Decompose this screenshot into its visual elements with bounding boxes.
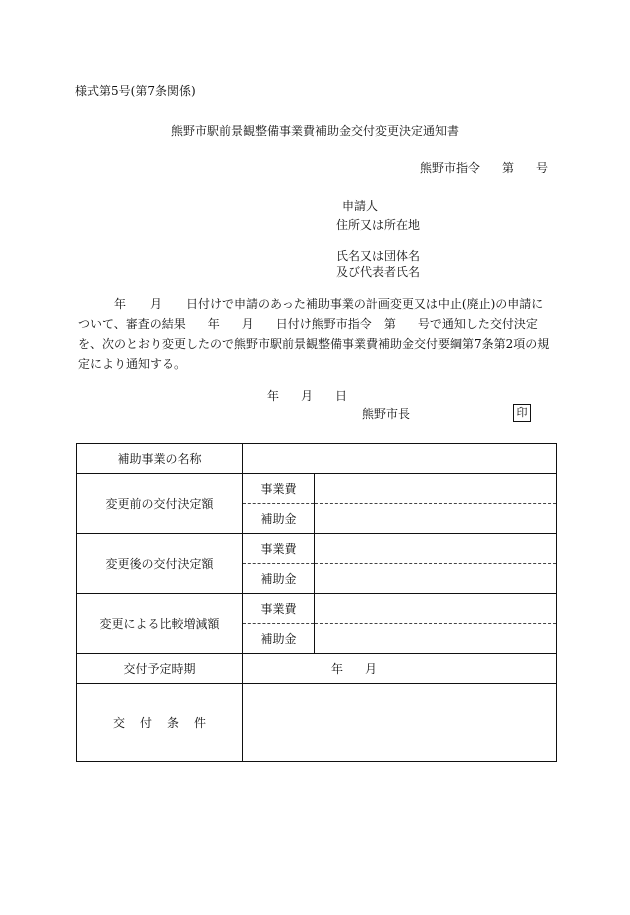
issue-date: 年 月 日: [267, 389, 348, 403]
schedule-label: 交付予定時期: [77, 654, 243, 684]
schedule-value[interactable]: [243, 654, 557, 684]
form-number: 様式第5号(第7条関係): [75, 84, 196, 98]
applicant-name-label: 氏名又は団体名: [336, 249, 421, 263]
before-business-cost-label: 事業費: [243, 474, 315, 504]
applicant-representative-label: 及び代表者氏名: [336, 265, 421, 279]
before-business-cost-value[interactable]: [315, 474, 557, 504]
diff-subsidy-value[interactable]: [315, 624, 557, 654]
diff-business-cost-value[interactable]: [315, 594, 557, 624]
schedule-year: 年: [331, 662, 344, 676]
schedule-month: 月: [365, 662, 378, 676]
after-business-cost-label: 事業費: [243, 534, 315, 564]
diff-subsidy-label: 補助金: [243, 624, 315, 654]
decision-table: [76, 443, 557, 762]
project-name-label: 補助事業の名称: [77, 444, 243, 474]
project-name-value[interactable]: [243, 444, 557, 474]
applicant-address-label: 住所又は所在地: [336, 218, 421, 232]
issuer-name: 熊野市長: [362, 407, 411, 421]
seal-mark: 印: [513, 404, 531, 422]
after-subsidy-value[interactable]: [315, 564, 557, 594]
document-title: 熊野市駅前景観整備事業費補助金交付変更決定通知書: [170, 124, 459, 138]
reference-go: 号: [535, 161, 548, 175]
conditions-label: 交付条件: [77, 684, 243, 762]
reference-prefix: 熊野市指令: [419, 161, 480, 175]
diff-business-cost-label: 事業費: [243, 594, 315, 624]
before-subsidy-value[interactable]: [315, 504, 557, 534]
before-subsidy-label: 補助金: [243, 504, 315, 534]
before-amount-label: 変更前の交付決定額: [77, 474, 243, 534]
notice-body: 年 月 日付けで申請のあった補助事業の計画変更又は中止(廃止)の申請について、審査の結果 年 月 日付け熊野市指令 第 号で通知した交付決定を、次のとおり変更したので熊野市駅前景観整備事業費補助金交付要綱第7条第2項の規定により通知する。: [78, 297, 550, 371]
diff-amount-label: 変更による比較増減額: [77, 594, 243, 654]
after-subsidy-label: 補助金: [243, 564, 315, 594]
reference-number: [420, 161, 548, 175]
applicant-heading: 申請人: [342, 199, 379, 213]
after-amount-label: 変更後の交付決定額: [77, 534, 243, 594]
after-business-cost-value[interactable]: [315, 534, 557, 564]
conditions-value[interactable]: [243, 684, 557, 762]
reference-dai: 第: [501, 161, 514, 175]
